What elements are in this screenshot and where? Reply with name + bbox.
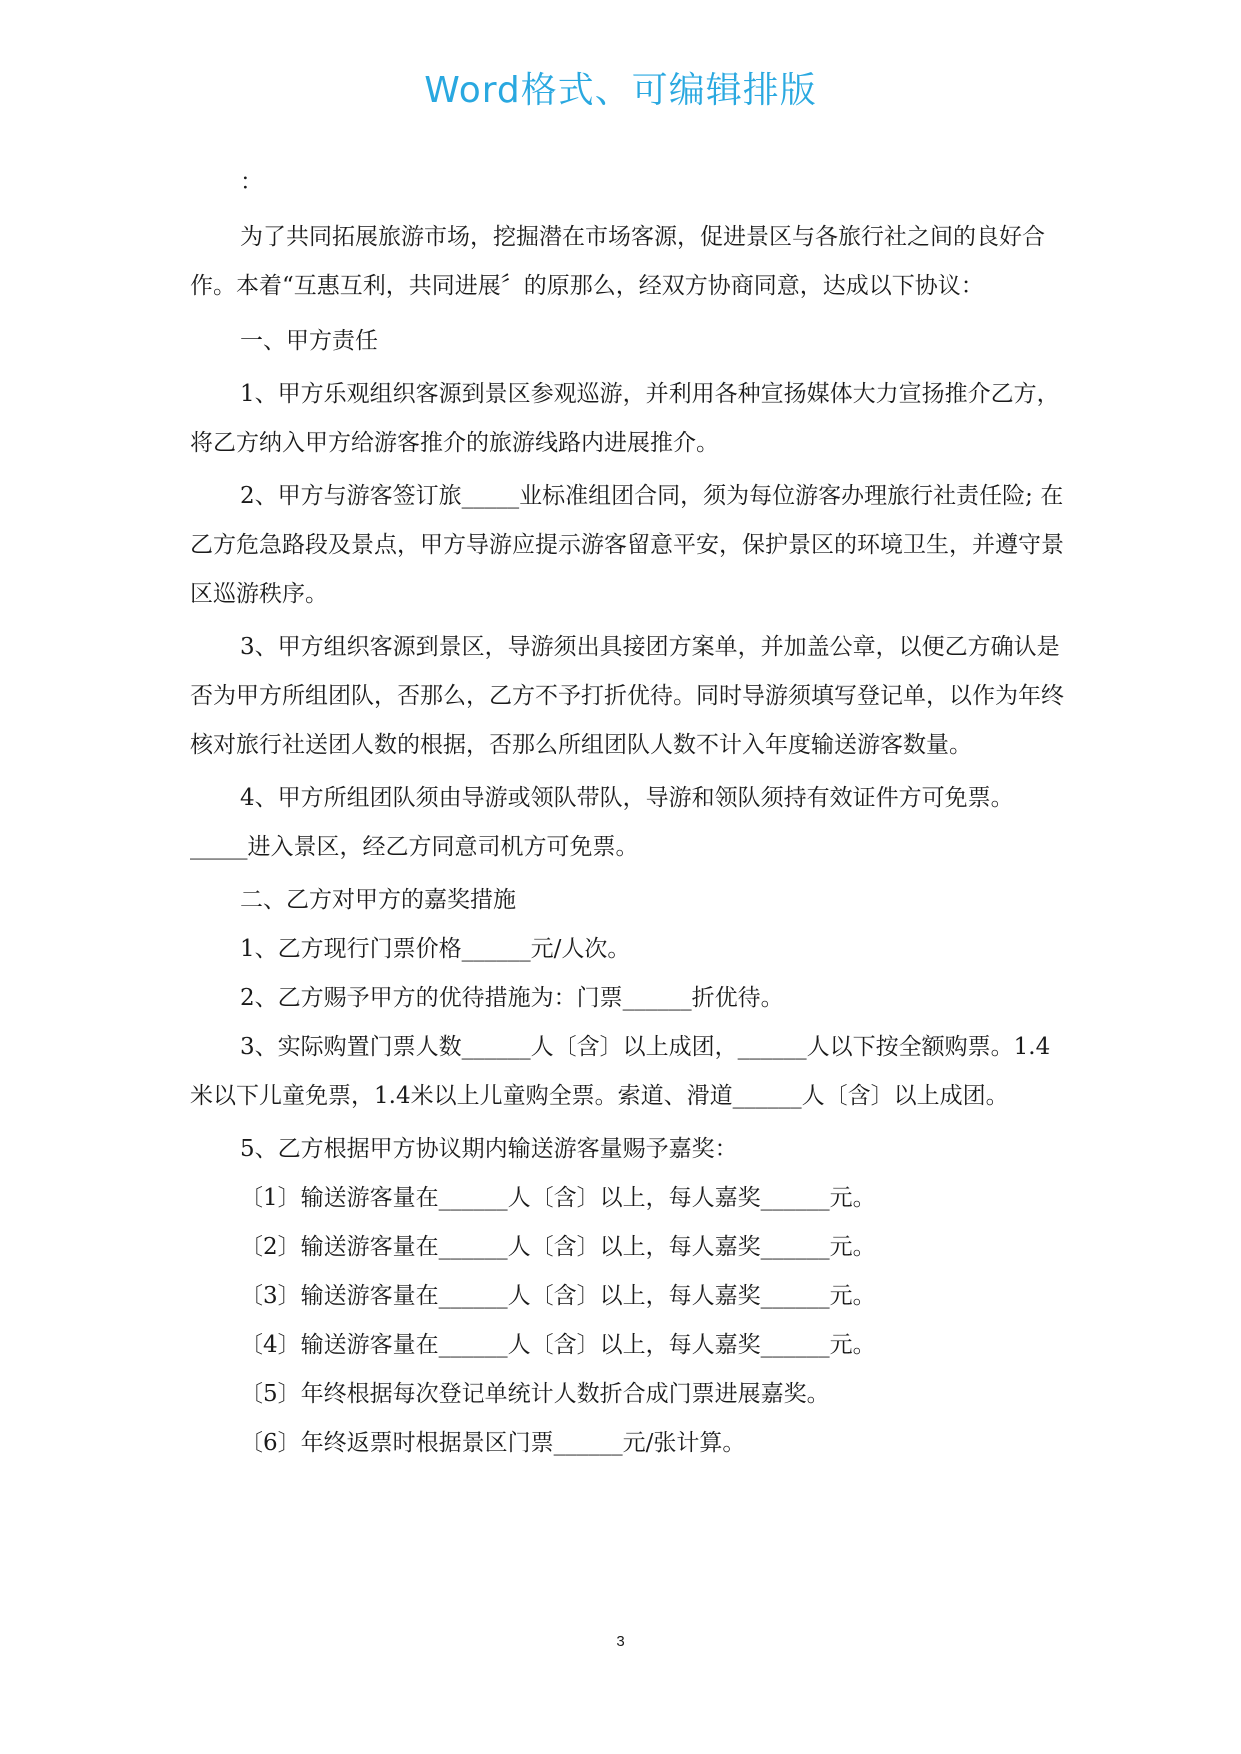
clause-b-3: 3、实际购置门票人数______人〔含〕以上成团，______人以下按全额购票。1.4米以下儿童免票，1.4米以上儿童购全票。索道、滑道______人〔含〕以上成团。 <box>190 1034 1051 1109</box>
heading-party-b-rewards: 二、乙方对甲方的嘉奖措施 <box>240 887 516 913</box>
clause-b-2: 2、乙方赐予甲方的优待措施为：门票______折优待。 <box>240 985 784 1011</box>
document-body <box>190 158 1070 1468</box>
reward-tier-5: 〔5〕年终根据每次登记单统计人数折合成门票进展嘉奖。 <box>240 1381 830 1407</box>
reward-tier-1: 〔1〕输送游客量在______人〔含〕以上，每人嘉奖______元。 <box>240 1185 876 1211</box>
clause-a-4: 4、甲方所组团队须由导游或领队带队，导游和领队须持有效证件方可免票。_____进入景区，经乙方同意司机方可免票。 <box>190 785 1014 860</box>
reward-tier-6: 〔6〕年终返票时根据景区门票______元/张计算。 <box>240 1430 746 1456</box>
reward-tier-3: 〔3〕输送游客量在______人〔含〕以上，每人嘉奖______元。 <box>240 1283 876 1309</box>
paragraph-intro: 为了共同拓展旅游市场，挖掘潜在市场客源，促进景区与各旅行社之间的良好合作。本着“互惠互利，共同进展〞的原那么，经双方协商同意，达成以下协议： <box>190 224 1045 299</box>
clause-a-1: 1、甲方乐观组织客源到景区参观巡游，并利用各种宣扬媒体大力宣扬推介乙方，将乙方纳入甲方给游客推介的旅游线路内进展推介。 <box>190 381 1060 456</box>
salutation: ： <box>240 169 263 195</box>
document-header-title: Word格式、可编辑排版 <box>424 70 817 111</box>
clause-b-5: 5、乙方根据甲方协议期内输送游客量赐予嘉奖： <box>240 1136 738 1162</box>
clause-a-3: 3、甲方组织客源到景区，导游须出具接团方案单，并加盖公章，以便乙方确认是否为甲方所组团队，否那么，乙方不予打折优待。同时导游须填写登记单，以作为年终核对旅行社送团人数的根据，否那么所组团队人数不计入年度输送游客数量。 <box>190 634 1064 758</box>
page-number: 3 <box>616 1633 625 1650</box>
reward-tier-2: 〔2〕输送游客量在______人〔含〕以上，每人嘉奖______元。 <box>240 1234 876 1260</box>
clause-a-2: 2、甲方与游客签订旅_____业标准组团合同，须为每位游客办理旅行社责任险; 在乙方危急路段及景点，甲方导游应提示游客留意平安，保护景区的环境卫生，并遵守景区巡游秩序。 <box>190 483 1064 607</box>
reward-tier-4: 〔4〕输送游客量在______人〔含〕以上，每人嘉奖______元。 <box>240 1332 876 1358</box>
clause-b-1: 1、乙方现行门票价格______元/人次。 <box>240 936 631 962</box>
heading-party-a-duties: 一、甲方责任 <box>240 328 378 354</box>
